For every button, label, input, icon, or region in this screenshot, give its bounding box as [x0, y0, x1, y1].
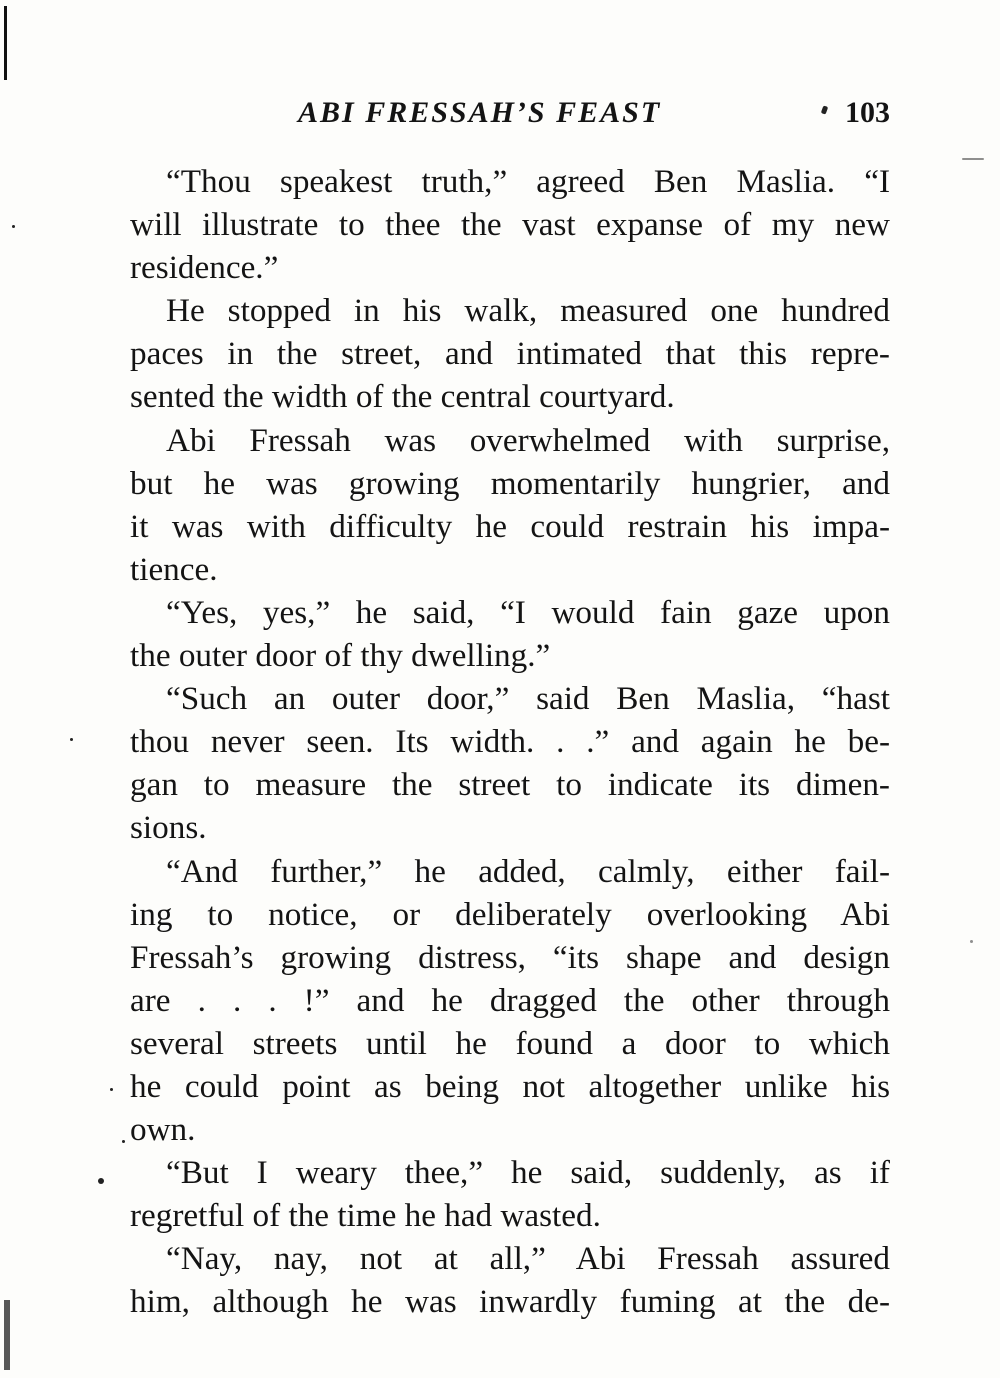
paragraph	[130, 1237, 890, 1323]
text-line: He stopped in his walk, measured one hundred	[166, 292, 890, 330]
running-header	[130, 88, 890, 138]
text-line: are . . . !” and he dragged the other through	[130, 981, 890, 1019]
paragraph	[130, 1151, 890, 1237]
body-text	[130, 160, 890, 1324]
text-line: several streets until he found a door to which	[130, 1024, 890, 1062]
text-line: the outer door of thy dwelling.”	[130, 637, 551, 675]
text-line: gan to measure the street to indicate its dimen-	[130, 766, 890, 804]
paragraph	[130, 419, 890, 591]
text-line: “Yes, yes,” he said, “I would fain gaze upon	[166, 593, 890, 631]
running-title: ABI FRESSAH’S FEAST	[298, 96, 662, 129]
header-mark	[821, 105, 828, 114]
text-line: own.	[130, 1111, 196, 1149]
text-line: he could point as being not altogether unlike his	[130, 1067, 890, 1105]
left-edge-scan-mark	[4, 6, 7, 80]
text-line: “Thou speakest truth,” agreed Ben Maslia. “I	[166, 163, 890, 200]
text-line: Fressah’s growing distress, “its shape and design	[130, 938, 890, 976]
speck	[98, 1178, 104, 1184]
text-line: thou never seen. Its width. . .” and again he be-	[130, 723, 890, 761]
paragraph	[130, 160, 890, 289]
text-line: “But I weary thee,” he said, suddenly, as if	[166, 1154, 890, 1192]
text-line: it was with difficulty he could restrain his impa-	[130, 507, 890, 545]
text-line: ing to notice, or deliberately overlooking Abi	[130, 895, 890, 933]
speck	[970, 940, 973, 943]
text-line: regretful of the time he had wasted.	[130, 1197, 601, 1235]
speck	[12, 225, 15, 228]
left-bottom-scan-mark	[4, 1300, 10, 1370]
text-line: “Nay, nay, not at all,” Abi Fressah assured	[166, 1240, 890, 1278]
paragraph	[130, 591, 890, 677]
text-line: residence.”	[130, 249, 279, 287]
text-line: Abi Fressah was overwhelmed with surprise,	[166, 421, 890, 459]
paragraph	[130, 677, 890, 849]
text-line: sions.	[130, 809, 207, 847]
text-line: paces in the street, and intimated that this repre-	[130, 335, 890, 373]
text-line: will illustrate to thee the vast expanse of my new	[130, 206, 890, 244]
text-line: sented the width of the central courtyard.	[130, 378, 675, 416]
text-line: him, although he was inwardly fuming at the de-	[130, 1283, 890, 1321]
text-line: tience.	[130, 550, 218, 588]
paragraph	[130, 850, 890, 1152]
text-line: “Such an outer door,” said Ben Maslia, “hast	[166, 680, 890, 718]
text-line: but he was growing momentarily hungrier, and	[130, 464, 890, 502]
speck	[962, 158, 984, 160]
speck	[70, 738, 73, 741]
text-line: “And further,” he added, calmly, either fail-	[166, 852, 890, 890]
page-number: 103	[845, 96, 890, 129]
paragraph	[130, 289, 890, 418]
